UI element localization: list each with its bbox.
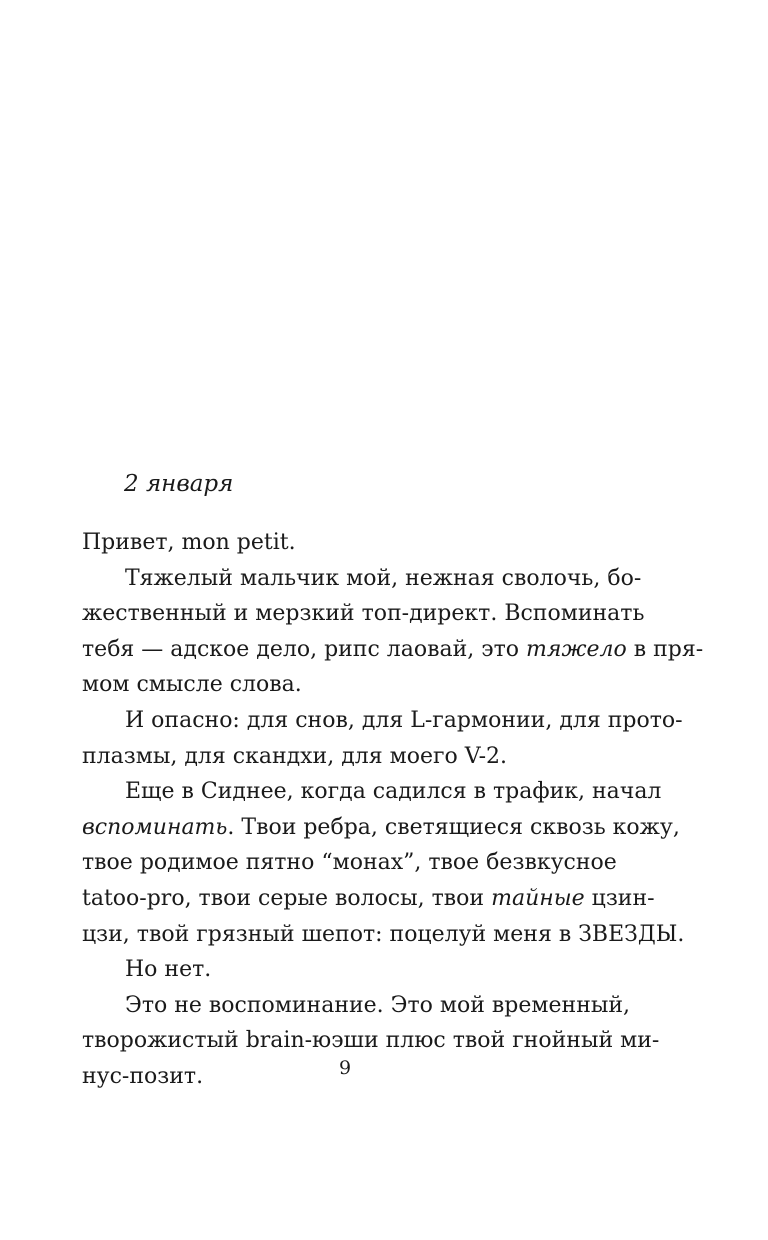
text-line: твое родимое пятно “монах”, твое безвкусное	[82, 850, 617, 876]
text-line: Привет, mon petit.	[82, 530, 296, 555]
text-line: И опасно: для снов, для L-гармонии, для прото-	[125, 707, 683, 733]
text-run: . Твои ребра, светящиеся сквозь кожу,	[227, 814, 680, 840]
text-line: Это не воспоминание. Это мой временный,	[125, 992, 631, 1018]
text-run: tatoo-pro, твои серые волосы, твои	[82, 885, 492, 911]
text-run: тебя — адское дело, рипс лаовай, это	[82, 636, 527, 662]
entry-date: 2 января	[124, 471, 234, 497]
text-line: Еще в Сиднее, когда садился в трафик, начал	[125, 779, 662, 805]
text-line: Тяжелый мальчик мой, нежная сволочь, бо-	[125, 565, 642, 591]
emphasis: тайные	[491, 885, 585, 911]
text-line: плазмы, для скандхи, для моего V-2.	[82, 743, 508, 769]
text-line: мом смысле слова.	[82, 672, 302, 698]
emphasis: вспоминать	[82, 814, 228, 840]
text-line: цзи, твой грязный шепот: поцелуй меня в ЗВЕЗДЫ.	[82, 921, 685, 947]
emphasis: тяжело	[526, 636, 627, 662]
text-line: нус-позит.	[82, 1063, 204, 1089]
text-run: в пря-	[626, 636, 704, 662]
text-line: творожистый brain-юэши плюс твой гнойный ми-	[82, 1028, 660, 1054]
text-line: жественный и мерзкий топ-директ. Вспоминать	[82, 601, 645, 627]
text-line	[82, 881, 655, 917]
page-number: 9	[338, 1057, 352, 1079]
text-run: цзин-	[584, 885, 655, 911]
body-text	[82, 525, 704, 1095]
text-line	[82, 632, 704, 668]
text-line: Но нет.	[125, 957, 212, 983]
text-line	[82, 810, 680, 846]
